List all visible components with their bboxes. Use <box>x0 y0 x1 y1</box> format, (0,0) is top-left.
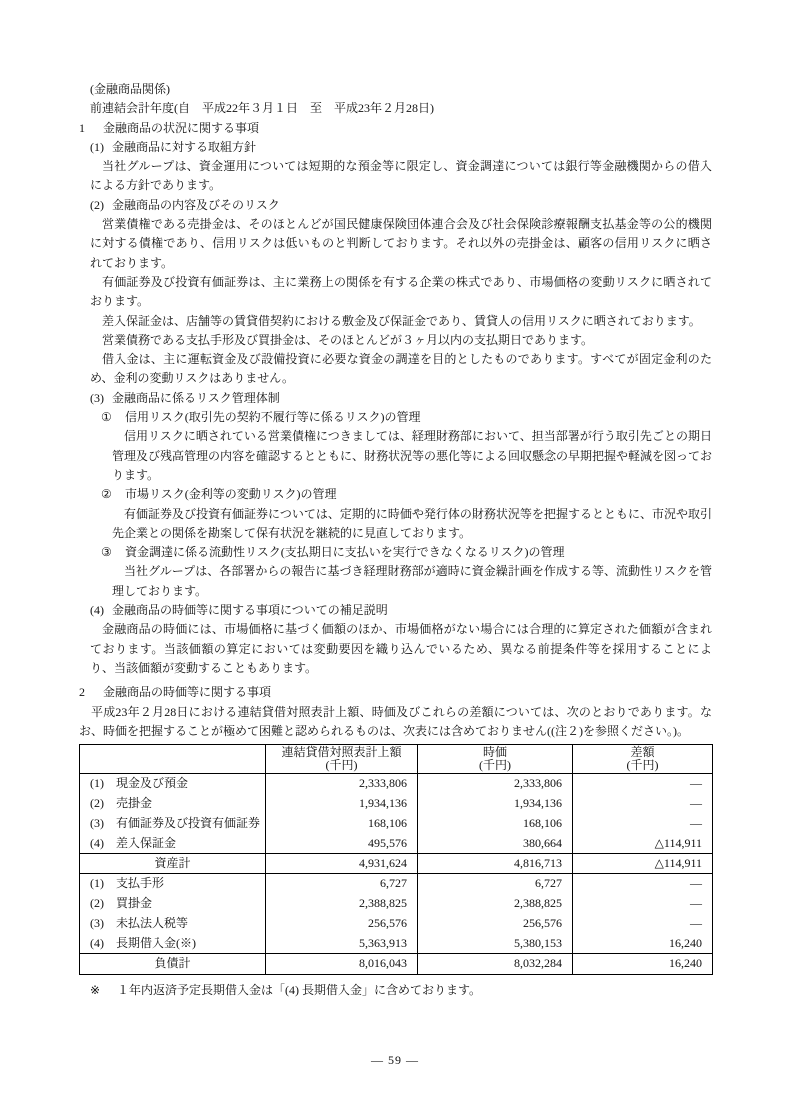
paragraph: 金融商品の時価には、市場価格に基づく価額のほか、市場価格がない場合には合理的に算定された価額が含まれております。当該価額の算定においては変動要因を織り込んでいるため、異なる前提条件等を採用することにより、当該価額が変動することもあります。 <box>90 622 712 675</box>
heading-item2-title: 金融商品の内容及びそのリスク <box>112 197 280 212</box>
row-fv-value: 4,816,713 <box>418 854 573 874</box>
heading-section2 <box>79 683 712 702</box>
row-fv-value: 8,032,284 <box>418 954 573 974</box>
section-header-note: (金融商品関係) <box>90 82 170 96</box>
row-label: (4) 差入保証金 <box>80 834 266 854</box>
heading-item4-title: 金融商品の時価等に関する事項についての補足説明 <box>112 603 388 618</box>
row-bs-value: 495,576 <box>266 834 418 854</box>
heading-item1 <box>79 138 712 157</box>
table-row-asset-3 <box>80 814 713 834</box>
row-label: (2) 買掛金 <box>80 894 266 914</box>
row-diff-value: 16,240 <box>573 934 713 954</box>
paragraph: 有価証券及び投資有価証券は、主に業務上の関係を有する企業の株式であり、市場価格の変動リスクに晒されております。 <box>90 274 712 309</box>
heading-section1-title: 金融商品の状況に関する事項 <box>103 120 260 135</box>
row-label: (1) 現金及び預金 <box>80 774 266 794</box>
table-header-bs <box>266 745 418 774</box>
table-header-diff-unit: (千円) <box>626 757 659 772</box>
paragraph: 当社グループは、資金運用については短期的な預金等に限定し、資金調達については銀行等金融機関からの借入による方針であります。 <box>90 159 712 193</box>
row-bs-value: 2,388,825 <box>266 894 418 914</box>
heading-sub2 <box>79 485 712 504</box>
row-diff-value: 16,240 <box>573 954 713 974</box>
heading-section2-title: 金融商品の時価等に関する事項 <box>103 685 272 700</box>
heading-sub3 <box>79 543 712 562</box>
heading-item2-label: (2) <box>90 197 104 212</box>
table-header-diff <box>573 745 713 774</box>
row-diff-value: — <box>573 874 713 894</box>
heading-item4-label: (4) <box>90 603 104 618</box>
paragraph: 差入保証金は、店舗等の賃貸借契約における敷金及び保証金であり、賃貸人の信用リスクに晒されております。 <box>102 313 701 328</box>
row-fv-value: 2,388,825 <box>418 894 573 914</box>
row-bs-value: 5,363,913 <box>266 934 418 954</box>
heading-item4 <box>79 601 712 620</box>
row-label: (2) 売掛金 <box>80 794 266 814</box>
row-label: (4) 長期借入金(※) <box>80 934 266 954</box>
heading-item2 <box>79 196 712 215</box>
row-bs-value: 6,727 <box>266 874 418 894</box>
table-header-fv <box>418 745 573 774</box>
heading-item3 <box>79 389 712 408</box>
footnote-marker: ※ <box>90 982 101 997</box>
row-bs-value: 2,333,806 <box>266 774 418 794</box>
page-content <box>79 80 712 1000</box>
row-label: 負債計 <box>80 954 266 974</box>
footnote-text: １年内返済予定長期借入金は「(4) 長期借入金」に含めております。 <box>117 982 482 997</box>
heading-item3-label: (3) <box>90 390 104 405</box>
fiscal-period-line: 前連結会計年度(自 平成22年３月１日 至 平成23年２月28日) <box>90 101 434 116</box>
row-fv-value: 256,576 <box>418 914 573 934</box>
row-label: (3) 有価証券及び投資有価証券 <box>80 814 266 834</box>
row-diff-value: — <box>573 914 713 934</box>
table-header-bs-unit: (千円) <box>325 757 358 772</box>
table-footnote <box>79 981 712 1000</box>
row-diff-value: — <box>573 774 713 794</box>
paragraph: 当社グループは、各部署からの報告に基づき経理財務部が適時に資金繰計画を作成する等、流動性リスクを管理しております。 <box>112 564 712 598</box>
row-diff-value: — <box>573 794 713 814</box>
table-header-fv-label: 時価 <box>482 745 507 760</box>
row-fv-value: 380,664 <box>418 834 573 854</box>
row-label: 資産計 <box>80 854 266 874</box>
row-bs-value: 4,931,624 <box>266 854 418 874</box>
row-diff-value: — <box>573 894 713 914</box>
table-row-asset-1 <box>80 774 713 794</box>
table-row-liability-4 <box>80 934 713 954</box>
row-fv-value: 6,727 <box>418 874 573 894</box>
heading-sub2-marker: ② <box>101 487 112 502</box>
heading-sub3-title: 資金調達に係る流動性リスク(支払期日に支払いを実行できなくなるリスク)の管理 <box>125 545 565 560</box>
row-fv-value: 2,333,806 <box>418 774 573 794</box>
row-label: (3) 未払法人税等 <box>80 914 266 934</box>
table-row-liability-2 <box>80 894 713 914</box>
row-bs-value: 168,106 <box>266 814 418 834</box>
table-row-assets-total <box>80 854 713 874</box>
table-header-diff-label: 差額 <box>630 745 655 760</box>
row-fv-value: 168,106 <box>418 814 573 834</box>
table-row-asset-4 <box>80 834 713 854</box>
row-diff-value: △114,911 <box>573 834 713 854</box>
heading-section1 <box>79 119 712 138</box>
table-header-fv-unit: (千円) <box>479 757 511 772</box>
fair-value-table <box>79 744 713 975</box>
page-number: — 59 — <box>371 1052 419 1067</box>
heading-item1-label: (1) <box>90 139 104 154</box>
heading-sub2-title: 市場リスク(金利等の変動リスク)の管理 <box>125 487 337 502</box>
heading-item3-title: 金融商品に係るリスク管理体制 <box>112 390 280 405</box>
heading-section1-number: 1 <box>79 120 85 135</box>
row-diff-value: — <box>573 814 713 834</box>
row-label: (1) 支払手形 <box>80 874 266 894</box>
table-row-liability-1 <box>80 874 713 894</box>
table-row-asset-2 <box>80 794 713 814</box>
table-header-row <box>80 745 713 774</box>
row-bs-value: 256,576 <box>266 914 418 934</box>
paragraph: 信用リスクに晒されている営業債権につきましては、経理財務部において、担当部署が行う取引先ごとの期日管理及び残高管理の内容を確認するとともに、財務状況等の悪化等による回収懸念の早期把握や軽減を図っております。 <box>112 429 713 482</box>
paragraph: 借入金は、主に運転資金及び設備投資に必要な資金の調達を目的としたものであります。すべてが固定金利のため、金利の変動リスクはありません。 <box>90 352 712 386</box>
row-fv-value: 5,380,153 <box>418 934 573 954</box>
heading-sub1-marker: ① <box>101 410 112 425</box>
table-header-bs-label: 連結貸借対照表計上額 <box>281 745 402 760</box>
paragraph: 平成23年２月28日における連結貸借対照表計上額、時価及びこれらの差額については、次のとおりであります。なお、時価を把握することが極めて困難と認められるものは、次表には含めておりません((注２)を参照ください。)。 <box>79 704 712 738</box>
heading-section2-number: 2 <box>79 685 85 700</box>
table-header-empty <box>80 745 266 774</box>
row-bs-value: 1,934,136 <box>266 794 418 814</box>
row-diff-value: △114,911 <box>573 854 713 874</box>
heading-sub1-title: 信用リスク(取引先の契約不履行等に係るリスク)の管理 <box>125 410 421 425</box>
row-fv-value: 1,934,136 <box>418 794 573 814</box>
paragraph: 営業債権である売掛金は、そのほとんどが国民健康保険団体連合会及び社会保険診療報酬支払基金等の公的機関に対する債権であり、信用リスクは低いものと判断しております。それ以外の売掛金は、顧客の信用リスクに晒されております。 <box>90 217 712 270</box>
paragraph: 有価証券及び投資有価証券については、定期的に時価や発行体の財務状況等を把握するとともに、市況や取引先企業との関係を勘案して保有状況を継続的に見直しております。 <box>112 506 712 540</box>
table-row-liabilities-total <box>80 954 713 974</box>
heading-sub3-marker: ③ <box>101 545 112 560</box>
heading-item1-title: 金融商品に対する取組方針 <box>112 139 257 154</box>
row-bs-value: 8,016,043 <box>266 954 418 974</box>
paragraph: 営業債務である支払手形及び買掛金は、そのほとんどが３ヶ月以内の支払期日であります。 <box>102 332 594 347</box>
table-row-liability-3 <box>80 914 713 934</box>
heading-sub1 <box>79 408 712 427</box>
